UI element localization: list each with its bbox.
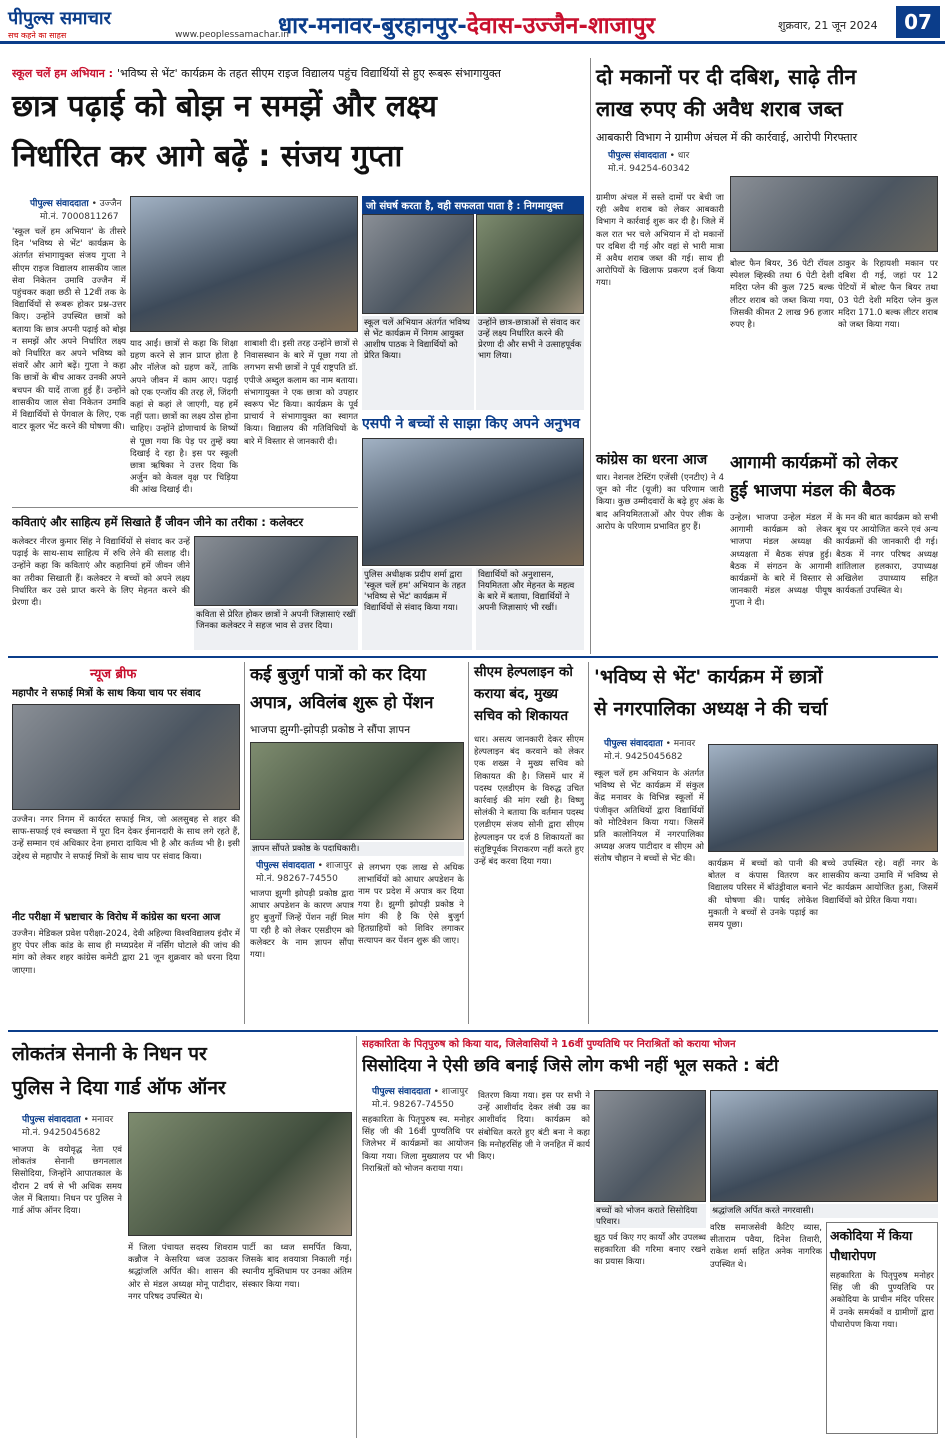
liquor-mobile: मो.नं. 94254-60342 — [608, 164, 690, 174]
lead-kicker-label: स्कूल चलें हम अभियान : — [12, 67, 114, 80]
website-url[interactable]: www.peoplessamachar.in — [175, 30, 289, 40]
byline-label: पीपुल्स संवाददाता — [608, 151, 667, 161]
pension-body-col-2: से लगभग एक लाख से अधिक लाभार्थियों को आधार अपडेशन के नाम पर प्रदेश में अपात्र कर दिया गया है। झुग्गी झोपड़ी प्रकोष्ठ ने मांग की है कि ऐसे बुजुर्ग हितग्राहियों को शिविर लगाकर सत्यापन कर पेंशन शुरू की जाए। — [358, 863, 464, 947]
lead-byline: पीपुल्स संवाददाता • उज्जैन — [30, 199, 122, 209]
sisodiya-photo-2 — [710, 1090, 938, 1202]
region-part-b: देवास-उज्जैन-शाजापुर — [466, 13, 656, 39]
bhavishya-byline: पीपुल्स संवाददाता • मनावर — [604, 739, 696, 749]
brief-photo — [12, 704, 240, 810]
lead-photo — [130, 196, 358, 332]
liquor-headline-line-1: दो मकानों पर दी दबिश, साढ़े तीन — [596, 65, 857, 89]
byline-place: शाजापुर — [325, 861, 353, 871]
pension-byline: पीपुल्स संवाददाता • शाजापुर — [256, 861, 353, 871]
bhavishya-body-col-2: कार्यक्रम में बच्चों को पानी की बोतल व कंपास वितरण कर विद्यालय परिसर में बॉउंड्रीवाल बनाने की घोषणा की। पार्षद लोकेश मुकाती ने बच्चों से उनके पढ़ाई का समय पूछा। — [708, 859, 818, 931]
collector-body: कलेक्टर नीरज कुमार सिंह ने विद्यार्थियों से संवाद कर उन्हें पढ़ाई के साथ-साथ साहित्य में रुचि लेने की सलाह दी। उन्होंने कहा कि कविताएं और कहानियां हमें जीवन जीने का तरीका सिखाती हैं। कलेक्टर ने बच्चों को अपने लक्ष्य निर्धारित कर उसे प्राप्त करने के लिए मेहनत करने की प्रेरणा दी। — [12, 537, 190, 609]
bjp-body-col-1: उन्हेल। भाजपा उन्हेल मंडल में आगामी कार्यक्रम को लेकर भाजपा मंडल अध्यक्ष की अध्यक्षता में बैठक संपन्न हुई। बैठक में संगठन के आगामी कार्यक्रमों के बारे में विस्तार से जानकारी मंडल अध्यक्ष पीयूष गुप्ता ने दी। — [730, 513, 832, 609]
bhavishya-photo — [708, 744, 938, 852]
byline-label: पीपुल्स संवाददाता — [372, 1087, 431, 1097]
sisodiya-body-col-3: झूठ पर्व किए गए कार्यों और उपलब्ध सहकारिता की गरिमा बनाए रखने का प्रयास किया। — [594, 1233, 706, 1268]
sisodiya-mobile: मो.नं. 98267-74550 — [372, 1100, 454, 1110]
liquor-headline-line-2: लाख रुपए की अवैध शराब जब्त — [596, 97, 843, 121]
news-brief-label: न्यूज ब्रीफ — [90, 667, 137, 682]
sisodiya-photo-1 — [594, 1090, 706, 1202]
congress-dharna-headline: कांग्रेस का धरना आज — [596, 452, 708, 468]
liquor-subheadline: आबकारी विभाग ने ग्रामीण अंचल में की कार्रवाई, आरोपी गिरफ्तार — [596, 131, 858, 144]
pension-caption: ज्ञापन सौंपते प्रकोष्ठ के पदाधिकारी। — [250, 842, 464, 856]
sp-title: एसपी ने बच्चों से साझा किए अपने अनुभव — [362, 416, 580, 432]
nigam-photo-title: जो संघर्ष करता है, वही सफलता पाता है : निगमायुक्त — [362, 196, 584, 214]
liquor-body-col-1: ग्रामीण अंचल में सस्ते दामों पर बेची जा रही अवैध शराब को लेकर आबकारी विभाग ने कार्रवाई शुरू कर दी है। जिले में कल रात भर चले अभियान में दो मकानों पर दबिश दी गई और वहां से भारी मात्रा में अवैध शराब जब्त की गई। साथ ही आरोपियों के खिलाफ प्रकरण दर्ज किया गया। — [596, 193, 724, 289]
lead-kicker-text: 'भविष्य से भेंट' कार्यक्रम के तहत सीएम राइज विद्यालय पहुंच विद्यार्थियों से हुए रूबरू संभागायुक्त — [116, 67, 501, 80]
brief-body-2: उज्जैन। मेडिकल प्रवेश परीक्षा-2024, देवी अहिल्या विश्वविद्यालय इंदौर में हुए पेपर लीक कांड के साथ ही मध्यप्रदेश में नर्सिंग घोटाले की जांच की मांग को लेकर शहर कांग्रेस कमेटी द्वारा 21 जून शुक्रवार को धरना दिया जाएगा। — [12, 929, 240, 976]
byline-place: धार — [677, 151, 690, 161]
lead-headline-line-2: निर्धारित कर आगे बढ़ें : संजय गुप्ता — [12, 139, 403, 174]
column-divider — [468, 662, 469, 1024]
nigam-photo-2 — [476, 214, 584, 314]
bhavishya-headline-line-1: 'भविष्य से भेंट' कार्यक्रम में छात्रों — [594, 666, 823, 688]
pension-body-col-1: भाजपा झुग्गी झोपड़ी प्रकोष्ठ द्वारा आधार अपडेशन के कारण अपात्र हुए बुजुर्गों जिन्हें पेंशन नहीं मिल पा रही है को लेकर एसडीएम को कलेक्टर के नाम ज्ञापन सौंपा गया। — [250, 889, 354, 961]
cm-helpline-headline-line-2: कराया बंद, मुख्य — [474, 686, 558, 702]
region-part-a: धार-मनावर-बुरहानपुर- — [278, 13, 467, 39]
nigam-caption-1: स्कूल चलें अभियान अंतर्गत भविष्य से भेंट कार्यक्रम में निगम आयुक्त आशीष पाठक ने विद्यार्थियों को प्रेरित किया। — [362, 316, 474, 410]
liquor-body-col-3: ठाकुर के रिहायशी मकान पर दबिश दी गई, जहां पर 12 पेटियों में बोल्ट फैन बियर तथा 03 पेटी देशी मदिरा प्लेन कुल मदिरा 171.0 बल्क लीटर शराब को जब्त किया गया। — [838, 259, 938, 331]
column-divider — [244, 662, 245, 1024]
lead-body-col-3: शाबाशी दी। इसी तरह उन्होंने छात्रों से निवासस्थान के बारे में पूछा गया तो लगभग सभी छात्रों ने पूर्व राष्ट्रपति डॉ. एपीजे अब्दुल कलाम का नाम बताया। संभागायुक्त ने एक छात्रा को उपहार स्वरूप भेंट किया। कार्यक्रम के पूर्व प्राचार्य ने संभागायुक्त का स्वागत किया। विद्यालय की गतिविधियों के बारे में विस्तार से जानकारी दी। — [244, 339, 358, 447]
bhavishya-body-col-1: स्कूल चलें हम अभियान के अंतर्गत भविष्य से भेंट कार्यक्रम में संकुल केंद्र मनावर के विभिन्न स्कूलों में पंजीकृत अतिथियों द्वारा विद्यार्थियों को मोटिवेशन किया गया। जिसमें प्रति कालोनियल में नगरपालिका अध्यक्ष अजय पाटीदार व सीएम ओ संतोष चौहान ने बच्चों से भेंट की। — [594, 769, 704, 865]
collector-caption: कविता से प्रेरित होकर छात्रों ने अपनी जिज्ञासाएं रखीं जिनका कलेक्टर ने सहज भाव से उत्तर दिया। — [194, 608, 358, 650]
sisodiya-caption-2: श्रद्धांजलि अर्पित करते नगरवासी। — [710, 1204, 938, 1218]
liquor-byline: पीपुल्स संवाददाता • धार — [608, 151, 690, 161]
tree-headline-line-2: पौधारोपण — [830, 1248, 876, 1263]
section-rule — [8, 1030, 938, 1032]
byline-label: पीपुल्स संवाददाता — [30, 199, 89, 209]
logo-tagline: सच कहने का साहस — [8, 31, 67, 40]
newspaper-logo — [8, 6, 111, 41]
cm-helpline-headline-line-3: सचिव को शिकायत — [474, 708, 569, 724]
collector-headline: कविताएं और साहित्य हमें सिखाते हैं जीवन जीने का तरीका : कलेक्टर — [12, 515, 304, 529]
sisodiya-body-col-4: वरिष्ठ समाजसेवी कैटिए व्यास, सीताराम पवैया, दिनेश तिवारी, राकेश शर्मा सहित अनेक नागरिक उपस्थित थे। — [710, 1223, 822, 1270]
collector-photo — [194, 536, 358, 606]
page-number: 07 — [896, 6, 940, 38]
liquor-photo — [730, 176, 938, 252]
pension-subheadline: भाजपा झुग्गी-झोपड़ी प्रकोष्ठ ने सौंपा ज्ञापन — [250, 724, 411, 736]
sisodiya-headline: सिसोदिया ने ऐसी छवि बनाई जिसे लोग कभी नहीं भूल सकते : बंटी — [362, 1056, 779, 1076]
edition-date: शुक्रवार, 21 जून 2024 — [778, 19, 878, 32]
cm-helpline-body: धार। असत्य जानकारी देकर सीएम हेल्पलाइन बंद करवाने को लेकर एक शख्स ने मुख्य सचिव को शिकायत की है। जिसमें धार में पदस्थ एलडीएम के विरुद्ध उचित कार्रवाई की मांग रखी है। विष्णु सोलंकी ने बताया कि वर्तमान पदस्थ एलडीएम संजय सोनी द्वारा सीएम हेल्पलाइन पर दर्ज 8 शिकायतों का संतुष्टिपूर्वक निराकरण नहीं करते हुए उन्हें बंद करवा दिया गया। — [474, 735, 584, 868]
nigam-photo-1 — [362, 214, 474, 314]
liquor-body-col-2: बोल्ट फैन बियर, 36 पेटी रॉयल स्पेशल व्हिस्की तथा 6 पेटी देशी मदिरा प्लेन की कुल 725 बल्क लीटर शराब को जब्त किया गया, जिसकी कीमत 2 लाख 96 हजार रुपए है। — [730, 259, 834, 331]
byline-label: पीपुल्स संवाददाता — [256, 861, 315, 871]
bhavishya-mobile: मो.नं. 9425045682 — [604, 752, 683, 762]
sisodiya-kicker: सहकारिता के पितृपुरुष को किया याद, जिलेवासियों ने 16वीं पुण्यतिथि पर निराश्रितों को कराया भोजन — [362, 1039, 736, 1050]
sp-caption-1: पुलिस अधीक्षक प्रदीप शर्मा द्वारा 'स्कूल चलें हम' अभियान के तहत 'भविष्य से भेंट' कार्यक्रम में विद्यार्थियों से संवाद किया गया। — [362, 568, 472, 650]
freedom-byline: पीपुल्स संवाददाता • मनावर — [22, 1115, 114, 1125]
brief-headline-2: नीट परीक्षा में भ्रष्टाचार के विरोध में कांग्रेस का धरना आज — [12, 912, 221, 923]
column-divider — [590, 58, 591, 654]
freedom-body-col-2: में जिला पंचायत सदस्य शिवराम कन्नौज ने केसरिया ध्वज उठाकर श्रद्धांजलि अर्पित की। शासन की ओर से मंडल अध्यक्ष मोनू पाटीदार, नगर परिषद उपस्थित थे। — [128, 1243, 238, 1302]
sp-photo — [362, 438, 584, 566]
section-rule — [8, 656, 938, 658]
tree-body: सहकारिता के पितृपुरुष मनोहर सिंह जी की पुण्यतिथि पर अकोदिया के प्राचीन मंदिर परिसर में उनके समर्थकों व ग्रामीणों द्वारा पौधारोपण किया गया। — [830, 1271, 934, 1330]
byline-place: मनावर — [91, 1115, 114, 1125]
lead-kicker — [12, 66, 587, 81]
divider — [12, 507, 358, 508]
lead-headline-line-1: छात्र पढ़ाई को बोझ न समझें और लक्ष्य — [12, 89, 437, 124]
pension-mobile: मो.नं. 98267-74550 — [256, 874, 338, 884]
byline-label: पीपुल्स संवाददाता — [604, 739, 663, 749]
pension-headline-line-2: अपात्र, अविलंब शुरू हो पेंशन — [250, 693, 434, 713]
logo-text: पीपुल्स समाचार — [8, 8, 111, 29]
nigam-caption-2: उन्होंने छात्र-छात्राओं से संवाद कर उन्हें लक्ष्य निर्धारित करने की प्रेरणा दी और सभी ने उत्साहपूर्वक भाग लिया। — [476, 316, 584, 410]
sisodiya-body-col-1: सहकारिता के पितृपुरुष स्व. मनोहर सिंह जी की 16वीं पुण्यतिथि पर जिलेभर में कार्यक्रमों का आयोजन किया गया। जिला मुख्यालय पर भी निराश्रितों को भोजन कराया गया। — [362, 1115, 474, 1174]
lead-body-col-2: याद आईं। छात्रों से कहा कि शिक्षा ग्रहण करने से ज्ञान प्राप्त होता है और नॉलेज को ग्रहण करें, ताकि अपने जीवन में काम आए। पढ़ाई को एक एन्जॉय की तरह लें, जिंदगी कहां से कहां ले जाएगी, यह हमें नहीं पता। छात्रों का लक्ष्य ठोस होना चाहिए। उन्होंने द्रोणाचार्य के शिष्यों से पूछा गया कि पेड़ पर तुम्हें क्या दिखाई दे रहा है। इस पर स्कूली छात्रा ऋषिका ने उत्तर दिया कि अर्जुन को केवल वृक्ष पर चिड़िया की आंख दिखाई दी। — [130, 339, 238, 496]
column-divider — [356, 1036, 357, 1438]
column-divider — [588, 662, 589, 1024]
freedom-headline-line-1: लोकतंत्र सेनानी के निधन पर — [12, 1043, 207, 1065]
sisodiya-caption-1: बच्चों को भोजन कराते सिसोदिया परिवार। — [594, 1204, 706, 1228]
bhavishya-body-col-3: बच्चे उपस्थित रहे। वहीं नगर के शासकीय कन्या उमावि में भविष्य से भेंट कार्यक्रम आयोजित हुआ, जिसमें विद्यार्थियों को प्रेरित किया गया। — [822, 859, 938, 906]
byline-place: उज्जैन — [99, 199, 122, 209]
brief-body-1: उज्जैन। नगर निगम में कार्यरत सफाई मित्र, जो अलसुबह से शहर की साफ-सफाई एवं स्वच्छता में पूरा दिन देकर ईमानदारी के साथ लगे रहते हैं, उन्हें सम्मान एवं अधिकार देना हमारा दायित्व भी है और कर्तव्य भी है। इसी उद्देश्य से महापौर ने सफाई मित्रों के साथ चाय पर संवाद किया। — [12, 815, 240, 862]
freedom-mobile: मो.नं. 9425045682 — [22, 1128, 101, 1138]
congress-dharna-body: धार। नेशनल टेस्टिंग एजेंसी (एनटीए) ने 4 जून को नीट (यूजी) का परिणाम जारी किया। कुछ उम्मीदवारों के बढ़े हुए अंक के बाद अनियमितताओं और पेपर लीक के आरोप के परिणाम प्रभावित हुए हैं। — [596, 473, 724, 532]
sp-caption-2: विद्यार्थियों को अनुशासन, नियमितता और मेहनत के महत्व के बारे में बताया, विद्यार्थियों ने अपनी जिज्ञासाएं भी रखीं। — [476, 568, 584, 650]
freedom-photo — [128, 1112, 352, 1236]
cm-helpline-headline-line-1: सीएम हेल्पलाइन को — [474, 664, 573, 680]
freedom-body-col-1: भाजपा के वयोवृद्ध नेता एवं लोकतंत्र सेनानी छगनलाल सिसोदिया, जिन्होंने आपातकाल के दौरान 2 वर्ष से भी अधिक समय जेल में बिताया। निधन पर पुलिस ने गार्ड ऑफ ऑनर दिया। — [12, 1145, 122, 1217]
tree-headline-line-1: अकोदिया में किया — [830, 1228, 913, 1243]
bjp-headline-line-1: आगामी कार्यक्रमों को लेकर — [730, 453, 898, 473]
bjp-headline-line-2: हुई भाजपा मंडल की बैठक — [730, 481, 895, 501]
byline-place: मनावर — [673, 739, 696, 749]
lead-body-col-1: 'स्कूल चलें हम अभियान' के तीसरे दिन 'भविष्य से भेंट' कार्यक्रम के अंतर्गत संभागायुक्त संजय गुप्ता ने सीएम राइज विद्यालय शासकीय जाल सेवा निकेतन उमावि उज्जैन में पहुंचकर कक्षा छठी से 12वीं तक के विद्यार्थियों से रूबरू होकर प्रश्न-उत्तर किए। उन्होंने उपस्थित छात्रों को बताया कि छात्र अपनी पढ़ाई को बोझ न समझें और अपने निर्धारित लक्ष्य को निर्धारित कर अपने भविष्य को संवारें और आगे बढ़ें। गुप्ता ने कहा कि छात्रों के बीच आकर उनकी अपने बचपन की यादें ताजा हुई हैं। उन्होंने शासकीय जाल सेवा निकेतन उमावि में विद्यार्थियों से पेंगवाल के लिए, एक वाटर कूलर भेंट करने की घोषणा की। — [12, 227, 126, 433]
edition-region — [278, 8, 655, 40]
freedom-body-col-3: पार्टी का ध्वज समर्पित किया, जिसके बाद शवयात्रा निकाली गई। स्थानीय मुक्तिधाम पर उनका अंतिम संस्कार किया गया। — [242, 1243, 352, 1290]
byline-place: शाजापुर — [441, 1087, 469, 1097]
byline-label: पीपुल्स संवाददाता — [22, 1115, 81, 1125]
bjp-body-col-2: के मन की बात कार्यक्रम को सभी बूथ पर आयोजित करने एवं अन्य कार्यक्रमों की जानकारी दी गई। बैठक में नगर परिषद अध्यक्ष शांतिलाल हलकारा, उपाध्यक्ष अखिलेश उपाध्याय सहित कार्यकर्ता उपस्थित थे। — [836, 513, 938, 597]
pension-headline-line-1: कई बुजुर्ग पात्रों को कर दिया — [250, 665, 426, 685]
pension-photo — [250, 742, 464, 840]
bhavishya-headline-line-2: से नगरपालिका अध्यक्ष ने की चर्चा — [594, 698, 828, 720]
sisodiya-byline: पीपुल्स संवाददाता • शाजापुर — [372, 1087, 469, 1097]
freedom-headline-line-2: पुलिस ने दिया गार्ड ऑफ ऑनर — [12, 1077, 226, 1099]
sisodiya-body-col-2: वितरण किया गया। इस पर सभी ने उन्हें आशीर्वाद देकर लंबी उम्र का आशीर्वाद दिया। कार्यक्रम को संबोधित करते हुए बंटी बना ने कहा कि मनोहरसिंह जी ने जनहित में कार्य किए। — [478, 1091, 590, 1163]
lead-mobile: मो.नं. 7000811267 — [40, 212, 119, 222]
brief-headline-1: महापौर ने सफाई मित्रों के साथ किया चाय पर संवाद — [12, 688, 201, 699]
